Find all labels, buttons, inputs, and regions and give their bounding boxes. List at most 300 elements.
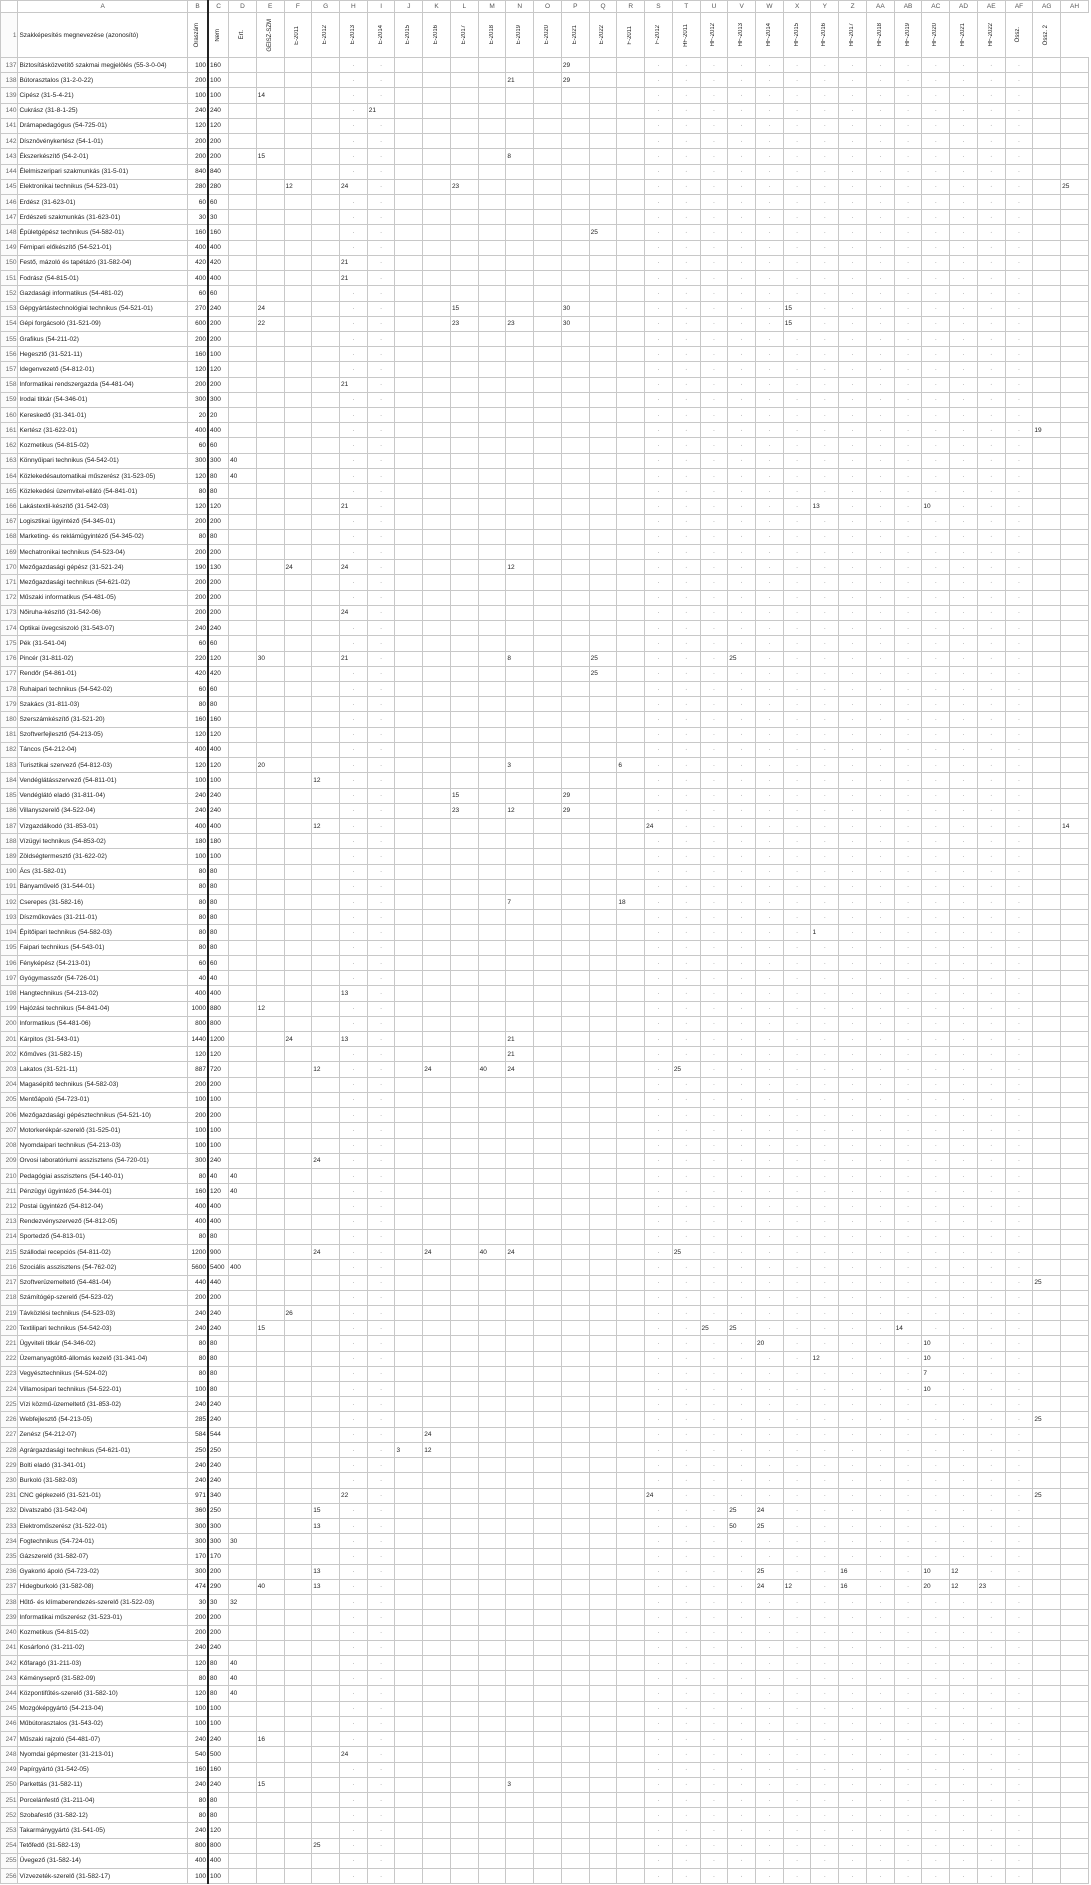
value-cell[interactable]: 13 bbox=[312, 1519, 340, 1534]
value-cell[interactable] bbox=[450, 1823, 478, 1838]
value-cell[interactable]: · bbox=[783, 1382, 811, 1397]
value-cell[interactable] bbox=[1061, 1701, 1089, 1716]
value-cell[interactable] bbox=[312, 286, 340, 301]
value-cell[interactable] bbox=[1033, 560, 1061, 575]
value-cell[interactable]: · bbox=[950, 636, 978, 651]
value-cell[interactable]: · bbox=[977, 955, 1005, 970]
value-cell[interactable] bbox=[1061, 514, 1089, 529]
value-cell[interactable]: · bbox=[756, 194, 784, 209]
value-cell[interactable]: · bbox=[700, 316, 728, 331]
value-cell[interactable] bbox=[506, 1397, 534, 1412]
value-cell[interactable] bbox=[1033, 758, 1061, 773]
column-header[interactable]: AC bbox=[922, 1, 950, 13]
value-cell[interactable]: · bbox=[839, 1777, 867, 1792]
header-cell[interactable] bbox=[645, 13, 673, 58]
value-cell[interactable] bbox=[256, 636, 284, 651]
value-cell[interactable] bbox=[561, 1366, 589, 1381]
value-cell[interactable]: · bbox=[367, 331, 395, 346]
value-cell[interactable]: · bbox=[367, 1290, 395, 1305]
qualification-name[interactable]: Biztosításközvetítő szakmai megjelölés (55-3-0-04) bbox=[18, 58, 188, 73]
value-cell[interactable]: · bbox=[756, 1427, 784, 1442]
value-cell[interactable]: · bbox=[728, 1595, 756, 1610]
hours-cell[interactable]: 800 bbox=[187, 1838, 208, 1853]
value-cell[interactable] bbox=[589, 1792, 617, 1807]
value-cell[interactable] bbox=[506, 1853, 534, 1868]
value-cell[interactable] bbox=[506, 1519, 534, 1534]
value-cell[interactable]: · bbox=[340, 758, 368, 773]
value-cell[interactable]: · bbox=[783, 1412, 811, 1427]
value-cell[interactable]: · bbox=[1005, 849, 1033, 864]
value-cell[interactable] bbox=[395, 1519, 423, 1534]
value-cell[interactable]: · bbox=[977, 1032, 1005, 1047]
value-cell[interactable] bbox=[617, 1077, 645, 1092]
value-cell[interactable] bbox=[589, 1153, 617, 1168]
value-cell[interactable] bbox=[229, 331, 257, 346]
value-cell[interactable] bbox=[506, 1610, 534, 1625]
value-cell[interactable]: · bbox=[894, 1397, 922, 1412]
value-cell[interactable] bbox=[561, 925, 589, 940]
value-cell[interactable]: · bbox=[700, 1336, 728, 1351]
value-cell[interactable]: · bbox=[783, 149, 811, 164]
value-cell[interactable]: · bbox=[367, 818, 395, 833]
value-cell[interactable] bbox=[312, 803, 340, 818]
value-cell[interactable]: · bbox=[839, 1184, 867, 1199]
value-cell[interactable] bbox=[561, 879, 589, 894]
value-cell[interactable]: · bbox=[811, 210, 839, 225]
value-cell[interactable] bbox=[561, 1610, 589, 1625]
value-cell[interactable]: · bbox=[728, 1701, 756, 1716]
value-cell[interactable] bbox=[395, 1595, 423, 1610]
value-cell[interactable]: · bbox=[811, 910, 839, 925]
value-cell[interactable]: · bbox=[839, 1016, 867, 1031]
row-number[interactable]: 139 bbox=[1, 88, 18, 103]
value-cell[interactable] bbox=[534, 1869, 562, 1884]
value-cell[interactable] bbox=[423, 58, 451, 73]
value-cell[interactable] bbox=[395, 499, 423, 514]
value-cell[interactable]: 400 bbox=[208, 240, 229, 255]
value-cell[interactable]: · bbox=[950, 1214, 978, 1229]
value-cell[interactable]: 14 bbox=[894, 1321, 922, 1336]
value-cell[interactable] bbox=[589, 1184, 617, 1199]
value-cell[interactable] bbox=[450, 697, 478, 712]
value-cell[interactable]: · bbox=[839, 1549, 867, 1564]
value-cell[interactable] bbox=[617, 73, 645, 88]
value-cell[interactable]: · bbox=[367, 1016, 395, 1031]
value-cell[interactable]: · bbox=[700, 1382, 728, 1397]
value-cell[interactable]: · bbox=[977, 1427, 1005, 1442]
value-cell[interactable] bbox=[423, 331, 451, 346]
value-cell[interactable]: · bbox=[811, 1290, 839, 1305]
value-cell[interactable] bbox=[561, 1138, 589, 1153]
value-cell[interactable] bbox=[1061, 255, 1089, 270]
hours-cell[interactable]: 100 bbox=[187, 849, 208, 864]
value-cell[interactable]: · bbox=[1005, 1579, 1033, 1594]
value-cell[interactable] bbox=[1061, 621, 1089, 636]
value-cell[interactable]: · bbox=[811, 1640, 839, 1655]
value-cell[interactable] bbox=[506, 362, 534, 377]
value-cell[interactable]: · bbox=[672, 1382, 700, 1397]
value-cell[interactable]: · bbox=[645, 1245, 673, 1260]
value-cell[interactable]: · bbox=[866, 1534, 894, 1549]
hours-cell[interactable]: 400 bbox=[187, 1199, 208, 1214]
value-cell[interactable] bbox=[534, 1792, 562, 1807]
value-cell[interactable] bbox=[450, 712, 478, 727]
value-cell[interactable]: 25 bbox=[672, 1062, 700, 1077]
value-cell[interactable]: · bbox=[700, 271, 728, 286]
value-cell[interactable]: · bbox=[756, 392, 784, 407]
value-cell[interactable]: 24 bbox=[340, 605, 368, 620]
value-cell[interactable]: · bbox=[894, 1153, 922, 1168]
value-cell[interactable] bbox=[534, 1047, 562, 1062]
value-cell[interactable] bbox=[229, 438, 257, 453]
qualification-name[interactable]: Elektronikai technikus (54-523-01) bbox=[18, 179, 188, 194]
value-cell[interactable]: · bbox=[894, 1092, 922, 1107]
value-cell[interactable] bbox=[284, 453, 312, 468]
value-cell[interactable] bbox=[1033, 1092, 1061, 1107]
header-cell[interactable] bbox=[478, 13, 506, 58]
value-cell[interactable] bbox=[561, 1869, 589, 1884]
value-cell[interactable]: · bbox=[783, 1610, 811, 1625]
value-cell[interactable]: 300 bbox=[208, 1534, 229, 1549]
row-number[interactable]: 199 bbox=[1, 1001, 18, 1016]
value-cell[interactable]: · bbox=[756, 1777, 784, 1792]
value-cell[interactable] bbox=[256, 925, 284, 940]
value-cell[interactable]: · bbox=[811, 879, 839, 894]
value-cell[interactable]: · bbox=[672, 1199, 700, 1214]
value-cell[interactable] bbox=[589, 1336, 617, 1351]
value-cell[interactable] bbox=[229, 1336, 257, 1351]
value-cell[interactable]: · bbox=[866, 590, 894, 605]
value-cell[interactable] bbox=[284, 1777, 312, 1792]
qualification-name[interactable]: Műszaki informatikus (54-481-05) bbox=[18, 590, 188, 605]
value-cell[interactable]: 13 bbox=[340, 1032, 368, 1047]
value-cell[interactable] bbox=[395, 1321, 423, 1336]
value-cell[interactable]: · bbox=[866, 1427, 894, 1442]
value-cell[interactable] bbox=[284, 834, 312, 849]
value-cell[interactable]: · bbox=[340, 879, 368, 894]
value-cell[interactable] bbox=[229, 1397, 257, 1412]
value-cell[interactable]: · bbox=[894, 149, 922, 164]
value-cell[interactable] bbox=[312, 1427, 340, 1442]
value-cell[interactable]: · bbox=[367, 1519, 395, 1534]
value-cell[interactable]: · bbox=[977, 453, 1005, 468]
column-header[interactable]: AH bbox=[1061, 1, 1089, 13]
value-cell[interactable]: · bbox=[367, 1199, 395, 1214]
value-cell[interactable] bbox=[229, 362, 257, 377]
value-cell[interactable] bbox=[561, 910, 589, 925]
value-cell[interactable] bbox=[478, 1305, 506, 1320]
value-cell[interactable] bbox=[1033, 545, 1061, 560]
value-cell[interactable] bbox=[1033, 864, 1061, 879]
value-cell[interactable]: · bbox=[645, 1853, 673, 1868]
value-cell[interactable]: · bbox=[950, 1640, 978, 1655]
value-cell[interactable] bbox=[284, 1321, 312, 1336]
value-cell[interactable]: · bbox=[811, 103, 839, 118]
value-cell[interactable]: 12 bbox=[312, 773, 340, 788]
value-cell[interactable]: · bbox=[839, 1762, 867, 1777]
value-cell[interactable] bbox=[534, 240, 562, 255]
value-cell[interactable] bbox=[617, 149, 645, 164]
value-cell[interactable]: · bbox=[672, 1047, 700, 1062]
value-cell[interactable]: · bbox=[728, 377, 756, 392]
value-cell[interactable]: 120 bbox=[208, 651, 229, 666]
value-cell[interactable]: · bbox=[367, 1655, 395, 1670]
value-cell[interactable]: 25 bbox=[312, 1838, 340, 1853]
value-cell[interactable]: · bbox=[922, 1458, 950, 1473]
value-cell[interactable]: · bbox=[894, 940, 922, 955]
value-cell[interactable]: · bbox=[1005, 1488, 1033, 1503]
value-cell[interactable] bbox=[312, 1853, 340, 1868]
value-cell[interactable]: · bbox=[950, 438, 978, 453]
value-cell[interactable]: · bbox=[783, 1001, 811, 1016]
value-cell[interactable] bbox=[1033, 1853, 1061, 1868]
value-cell[interactable] bbox=[256, 940, 284, 955]
value-cell[interactable]: · bbox=[922, 1442, 950, 1457]
value-cell[interactable] bbox=[1033, 1336, 1061, 1351]
value-cell[interactable] bbox=[395, 1762, 423, 1777]
value-cell[interactable] bbox=[450, 1838, 478, 1853]
value-cell[interactable] bbox=[395, 453, 423, 468]
value-cell[interactable]: · bbox=[1005, 910, 1033, 925]
value-cell[interactable] bbox=[395, 1564, 423, 1579]
value-cell[interactable]: · bbox=[866, 1077, 894, 1092]
value-cell[interactable]: 25 bbox=[728, 1321, 756, 1336]
value-cell[interactable] bbox=[256, 1686, 284, 1701]
value-cell[interactable]: · bbox=[672, 1534, 700, 1549]
value-cell[interactable]: · bbox=[950, 423, 978, 438]
value-cell[interactable] bbox=[450, 1503, 478, 1518]
value-cell[interactable] bbox=[1061, 88, 1089, 103]
value-cell[interactable]: · bbox=[950, 925, 978, 940]
value-cell[interactable] bbox=[561, 1579, 589, 1594]
value-cell[interactable] bbox=[1061, 1336, 1089, 1351]
value-cell[interactable]: · bbox=[922, 271, 950, 286]
value-cell[interactable]: · bbox=[783, 1564, 811, 1579]
value-cell[interactable]: · bbox=[672, 1290, 700, 1305]
value-cell[interactable] bbox=[256, 1260, 284, 1275]
value-cell[interactable] bbox=[534, 1397, 562, 1412]
value-cell[interactable] bbox=[589, 834, 617, 849]
value-cell[interactable]: · bbox=[950, 1503, 978, 1518]
row-number[interactable]: 137 bbox=[1, 58, 18, 73]
value-cell[interactable]: · bbox=[950, 803, 978, 818]
value-cell[interactable]: · bbox=[783, 1534, 811, 1549]
value-cell[interactable]: · bbox=[728, 849, 756, 864]
value-cell[interactable] bbox=[284, 1534, 312, 1549]
value-cell[interactable] bbox=[395, 1214, 423, 1229]
hours-cell[interactable]: 200 bbox=[187, 1108, 208, 1123]
value-cell[interactable]: · bbox=[977, 1214, 1005, 1229]
value-cell[interactable]: 12 bbox=[423, 1442, 451, 1457]
value-cell[interactable] bbox=[284, 1016, 312, 1031]
value-cell[interactable]: · bbox=[866, 1153, 894, 1168]
value-cell[interactable]: · bbox=[728, 362, 756, 377]
value-cell[interactable] bbox=[256, 1275, 284, 1290]
value-cell[interactable]: · bbox=[700, 1549, 728, 1564]
value-cell[interactable] bbox=[1033, 316, 1061, 331]
value-cell[interactable]: 240 bbox=[208, 1640, 229, 1655]
value-cell[interactable] bbox=[478, 286, 506, 301]
qualification-name[interactable]: Orvosi laboratóriumi asszisztens (54-720-01) bbox=[18, 1153, 188, 1168]
value-cell[interactable]: 12 bbox=[783, 1579, 811, 1594]
value-cell[interactable] bbox=[617, 1869, 645, 1884]
value-cell[interactable] bbox=[229, 1214, 257, 1229]
value-cell[interactable] bbox=[229, 818, 257, 833]
value-cell[interactable]: · bbox=[783, 1869, 811, 1884]
value-cell[interactable]: 25 bbox=[756, 1564, 784, 1579]
value-cell[interactable] bbox=[423, 529, 451, 544]
value-cell[interactable]: 24 bbox=[756, 1503, 784, 1518]
value-cell[interactable]: · bbox=[367, 347, 395, 362]
qualification-name[interactable]: Informatikai műszerész (31-523-01) bbox=[18, 1610, 188, 1625]
value-cell[interactable]: · bbox=[811, 1321, 839, 1336]
value-cell[interactable]: · bbox=[672, 362, 700, 377]
value-cell[interactable]: · bbox=[1005, 1655, 1033, 1670]
value-cell[interactable]: 400 bbox=[229, 1260, 257, 1275]
value-cell[interactable]: · bbox=[783, 651, 811, 666]
row-number[interactable]: 231 bbox=[1, 1488, 18, 1503]
value-cell[interactable] bbox=[478, 1473, 506, 1488]
value-cell[interactable] bbox=[589, 88, 617, 103]
value-cell[interactable]: · bbox=[922, 1199, 950, 1214]
value-cell[interactable] bbox=[478, 1853, 506, 1868]
value-cell[interactable] bbox=[229, 1747, 257, 1762]
value-cell[interactable]: · bbox=[367, 1351, 395, 1366]
value-cell[interactable] bbox=[395, 179, 423, 194]
value-cell[interactable] bbox=[506, 864, 534, 879]
value-cell[interactable]: 200 bbox=[208, 590, 229, 605]
value-cell[interactable]: · bbox=[1005, 255, 1033, 270]
value-cell[interactable] bbox=[229, 58, 257, 73]
value-cell[interactable] bbox=[561, 971, 589, 986]
value-cell[interactable] bbox=[312, 1671, 340, 1686]
value-cell[interactable]: · bbox=[894, 134, 922, 149]
value-cell[interactable]: · bbox=[728, 453, 756, 468]
value-cell[interactable]: 16 bbox=[839, 1564, 867, 1579]
value-cell[interactable] bbox=[1061, 103, 1089, 118]
value-cell[interactable]: · bbox=[977, 1108, 1005, 1123]
value-cell[interactable]: · bbox=[728, 1168, 756, 1183]
value-cell[interactable] bbox=[617, 392, 645, 407]
value-cell[interactable]: · bbox=[783, 925, 811, 940]
qualification-name[interactable]: Bútorasztalos (31-2-0-22) bbox=[18, 73, 188, 88]
value-cell[interactable] bbox=[423, 1777, 451, 1792]
value-cell[interactable] bbox=[506, 1792, 534, 1807]
value-cell[interactable] bbox=[284, 286, 312, 301]
value-cell[interactable]: · bbox=[977, 742, 1005, 757]
row-number[interactable]: 186 bbox=[1, 803, 18, 818]
value-cell[interactable] bbox=[534, 879, 562, 894]
value-cell[interactable]: · bbox=[728, 423, 756, 438]
value-cell[interactable] bbox=[506, 1336, 534, 1351]
value-cell[interactable] bbox=[229, 910, 257, 925]
value-cell[interactable]: · bbox=[866, 971, 894, 986]
value-cell[interactable]: · bbox=[922, 1123, 950, 1138]
value-cell[interactable]: · bbox=[811, 1138, 839, 1153]
value-cell[interactable]: · bbox=[340, 1168, 368, 1183]
value-cell[interactable] bbox=[284, 651, 312, 666]
value-cell[interactable] bbox=[1033, 1869, 1061, 1884]
value-cell[interactable] bbox=[284, 134, 312, 149]
value-cell[interactable]: · bbox=[340, 225, 368, 240]
value-cell[interactable] bbox=[1033, 1534, 1061, 1549]
value-cell[interactable]: · bbox=[1005, 118, 1033, 133]
value-cell[interactable]: · bbox=[894, 1519, 922, 1534]
value-cell[interactable]: · bbox=[756, 788, 784, 803]
value-cell[interactable] bbox=[256, 1625, 284, 1640]
value-cell[interactable]: · bbox=[894, 651, 922, 666]
value-cell[interactable] bbox=[617, 499, 645, 514]
value-cell[interactable]: · bbox=[1005, 1001, 1033, 1016]
value-cell[interactable]: · bbox=[367, 377, 395, 392]
value-cell[interactable]: · bbox=[894, 1351, 922, 1366]
value-cell[interactable] bbox=[1033, 1503, 1061, 1518]
header-cell[interactable] bbox=[208, 13, 229, 58]
value-cell[interactable] bbox=[423, 88, 451, 103]
value-cell[interactable] bbox=[589, 347, 617, 362]
value-cell[interactable] bbox=[423, 271, 451, 286]
value-cell[interactable] bbox=[534, 1123, 562, 1138]
value-cell[interactable]: · bbox=[672, 255, 700, 270]
value-cell[interactable]: · bbox=[672, 179, 700, 194]
value-cell[interactable] bbox=[561, 1427, 589, 1442]
value-cell[interactable]: · bbox=[783, 347, 811, 362]
value-cell[interactable] bbox=[1061, 605, 1089, 620]
value-cell[interactable]: · bbox=[1005, 1153, 1033, 1168]
value-cell[interactable]: · bbox=[728, 1184, 756, 1199]
value-cell[interactable]: · bbox=[839, 575, 867, 590]
value-cell[interactable] bbox=[229, 788, 257, 803]
value-cell[interactable]: · bbox=[340, 1214, 368, 1229]
value-cell[interactable]: · bbox=[340, 362, 368, 377]
value-cell[interactable]: 240 bbox=[208, 301, 229, 316]
value-cell[interactable] bbox=[256, 1564, 284, 1579]
value-cell[interactable] bbox=[1061, 453, 1089, 468]
value-cell[interactable] bbox=[478, 758, 506, 773]
value-cell[interactable] bbox=[450, 225, 478, 240]
qualification-name[interactable]: Hűtő- és klímaberendezés-szerelő (31-522-03) bbox=[18, 1595, 188, 1610]
value-cell[interactable]: · bbox=[950, 316, 978, 331]
value-cell[interactable] bbox=[561, 1792, 589, 1807]
value-cell[interactable]: · bbox=[728, 88, 756, 103]
value-cell[interactable] bbox=[229, 103, 257, 118]
value-cell[interactable]: · bbox=[340, 1123, 368, 1138]
value-cell[interactable] bbox=[395, 1229, 423, 1244]
value-cell[interactable] bbox=[506, 879, 534, 894]
row-number[interactable]: 227 bbox=[1, 1427, 18, 1442]
value-cell[interactable]: · bbox=[367, 560, 395, 575]
value-cell[interactable]: · bbox=[866, 438, 894, 453]
value-cell[interactable]: · bbox=[839, 1869, 867, 1884]
value-cell[interactable] bbox=[1033, 362, 1061, 377]
value-cell[interactable]: · bbox=[1005, 377, 1033, 392]
value-cell[interactable] bbox=[450, 1549, 478, 1564]
row-number[interactable]: 181 bbox=[1, 727, 18, 742]
value-cell[interactable]: · bbox=[839, 316, 867, 331]
header-cell[interactable] bbox=[1005, 13, 1033, 58]
hours-cell[interactable]: 285 bbox=[187, 1412, 208, 1427]
value-cell[interactable]: · bbox=[700, 773, 728, 788]
value-cell[interactable] bbox=[534, 1016, 562, 1031]
value-cell[interactable] bbox=[534, 1366, 562, 1381]
value-cell[interactable]: · bbox=[672, 1351, 700, 1366]
value-cell[interactable]: · bbox=[922, 255, 950, 270]
value-cell[interactable]: · bbox=[367, 1671, 395, 1686]
value-cell[interactable]: · bbox=[672, 301, 700, 316]
value-cell[interactable] bbox=[312, 1412, 340, 1427]
value-cell[interactable]: · bbox=[783, 484, 811, 499]
qualification-name[interactable]: Kozmetikus (54-815-02) bbox=[18, 1625, 188, 1640]
